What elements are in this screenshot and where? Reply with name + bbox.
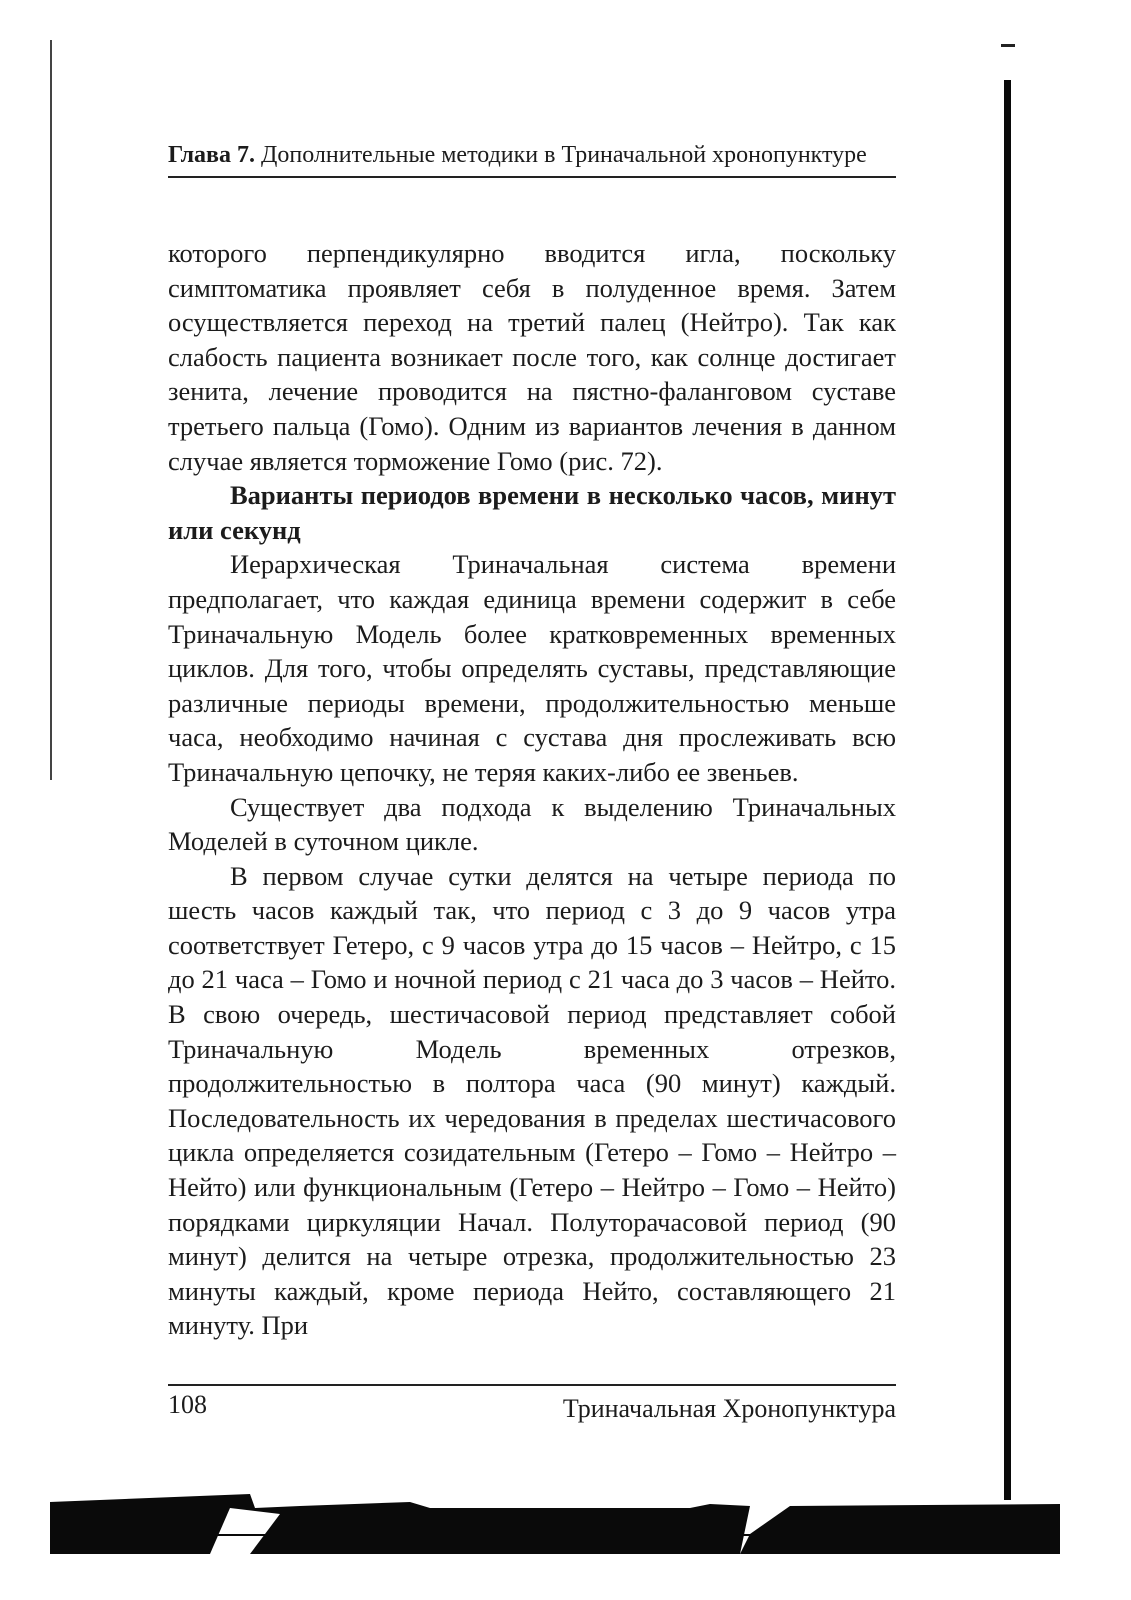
book-title: Триначальная Хронопунктура xyxy=(562,1394,896,1423)
running-header xyxy=(168,138,896,178)
chapter-number: Глава 7. xyxy=(168,142,255,168)
scan-edge-mark xyxy=(1001,44,1015,47)
paragraph: Существует два подхода к выделению Триначальных Моделей в суточном цикле. xyxy=(168,791,896,857)
scan-edge-right xyxy=(1004,80,1011,1500)
paragraph: В первом случае сутки делятся на четыре периода по шесть часов каждый так, что период с 3 до 9 часов утра соответствует Гетеро, с 9 часов утра до 15 часов – Нейтро, с 15 до 21 часа – Гомо и ночной период с 21 часа до 3 часов – Нейто. В свою очередь, шестичасовой период представляет собой Триначальную Модель временных отрезков, продолжительностью в полтора часа (90 минут) каждый. Последовательность их чередования в пределах шестичасового цикла определяется созидательным (Гетеро – Гомо – Нейтро – Нейто) или функциональным (Гетеро – Нейтро – Гомо – Нейто) порядками циркуляции Начал. Полуторачасовой период (90 минут) делится на четыре отрезка, продолжительностью 23 минуты каждый, кроме периода Нейто, составляющего 21 минуту. При xyxy=(168,860,896,1341)
paragraph: Иерархическая Триначальная система времени предполагает, что каждая единица времени содержит в себе Триначальную Модель более кратковременных временных циклов. Для того, чтобы определять суставы, представляющие различные периоды времени, продолжительностью меньше часа, необходимо начиная с сустава дня прослеживать всю Триначальную цепочку, не теряя каких-либо ее звеньев. xyxy=(168,549,896,787)
scan-bottom-edge xyxy=(50,1494,1060,1584)
section-heading: Варианты периодов времени в несколько часов, минут или секунд xyxy=(168,480,896,545)
scan-edge-left xyxy=(50,40,52,780)
paragraph: которого перпендикулярно вводится игла, поскольку симптоматика проявляет себя в полуденное время. Затем осуществляется переход на третий палец (Нейтро). Так как слабость пациента возникает после того, как солнце достигает зенита, лечение проводится на пястно-фаланговом суставе третьего пальца (Гомо). Одним из вариантов лечения в данном случае является торможение Гомо (рис. 72). xyxy=(168,238,896,476)
body-text xyxy=(168,236,896,1343)
page-number: 108 xyxy=(168,1390,207,1419)
chapter-title: Дополнительные методики в Триначальной хронопунктуре xyxy=(261,142,867,168)
footer-rule xyxy=(168,1384,896,1386)
